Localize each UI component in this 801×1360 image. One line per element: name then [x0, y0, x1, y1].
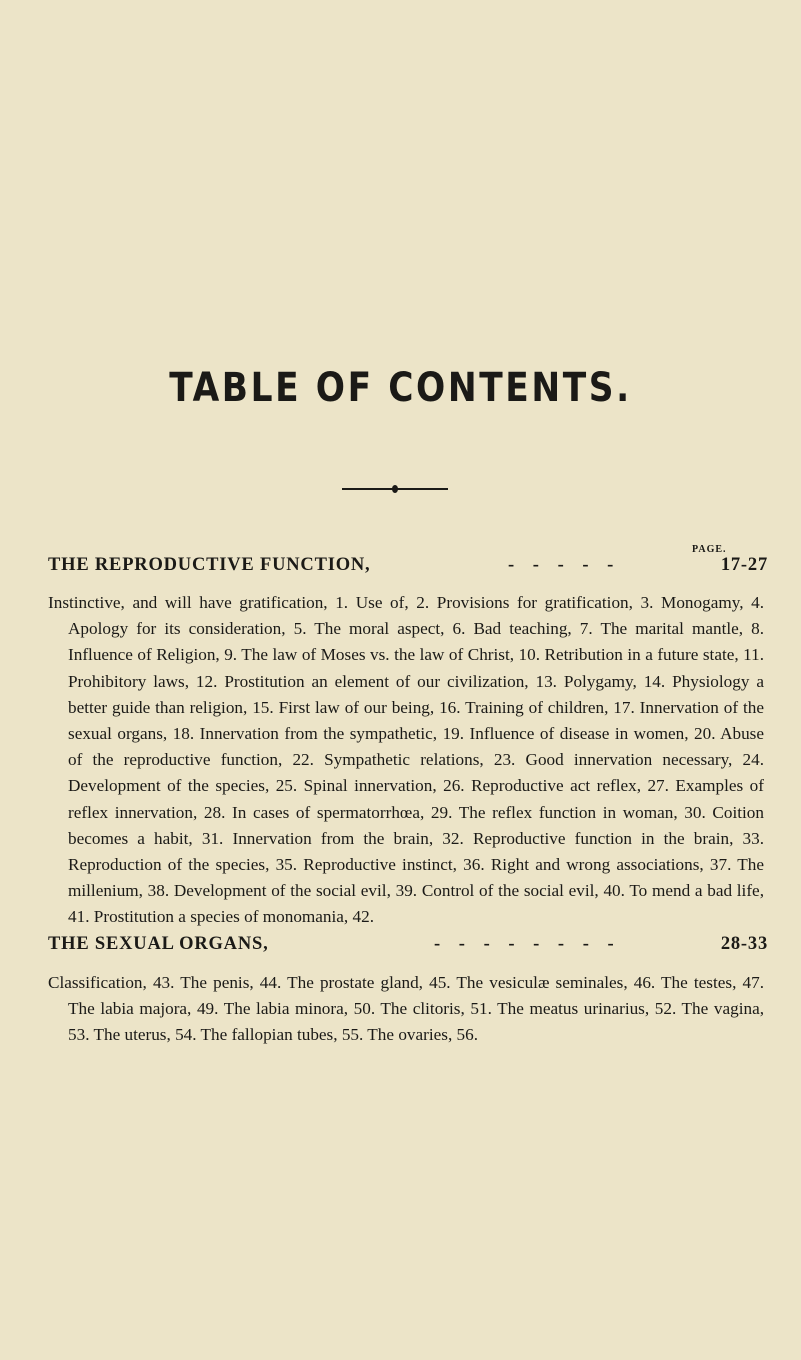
dot-leader: - - - - - - - -	[434, 934, 621, 954]
page-title: TABLE OF CONTENTS.	[169, 365, 632, 411]
section-heading-reproductive-function	[48, 555, 768, 581]
dot-leader: - - - - -	[508, 555, 621, 575]
section-contents-text: Classification, 43. The penis, 44. The prostate gland, 45. The vesiculæ seminales, 46. The testes, 47. The labia majora, 49. The labia minora, 50. The clitoris, 51. The meatus urinarius, 52. The vagina, 53. The uterus, 54. The fallopian tubes, 55. The ovaries, 56.	[48, 973, 764, 1045]
section-heading-sexual-organs	[48, 934, 768, 960]
section-title: THE REPRODUCTIVE FUNCTION,	[48, 555, 371, 575]
section-contents-text: Instinctive, and will have gratification, 1. Use of, 2. Provisions for gratification, 3. Monogamy, 4. Apology for its consideration, 5. The moral aspect, 6. Bad teaching, 7. The marital mantle, 8. Influence of Religion, 9. The law of Moses vs. the law of Christ, 10. Retribution in a future state, 11. Prohibitory laws, 12. Prostitution an element of our civilization, 13. Polygamy, 14. Physiology a better guide than religion, 15. First law of our being, 16. Training of children, 17. Innervation of the sexual organs, 18. Innervation from the sympathetic, 19. Influence of disease in women, 20. Abuse of the reproductive function, 22. Sympathetic relations, 23. Good innervation necessary, 24. Development of the species, 25. Spinal innervation, 26. Reproductive act reflex, 27. Examples of reflex innervation, 28. In cases of spermatorrhœa, 29. The reflex function in woman, 30. Coition becomes a habit, 31. Innervation from the brain, 32. Reproductive function in the brain, 33. Reproduction of the species, 35. Reproductive instinct, 36. Right and wrong associations, 37. The millenium, 38. Development of the social evil, 39. Control of the social evil, 40. To mend a bad life, 41. Prostitution a species of monomania, 42.	[48, 593, 764, 927]
section-page-range: 17-27	[720, 555, 768, 575]
page-column-header: PAGE.	[692, 544, 727, 555]
section-page-range: 28-33	[720, 934, 768, 954]
rule-ornament-dot	[392, 485, 398, 493]
section-contents-reproductive-function	[48, 590, 764, 931]
section-title: THE SEXUAL ORGANS,	[48, 934, 269, 954]
section-contents-sexual-organs	[48, 970, 764, 1049]
